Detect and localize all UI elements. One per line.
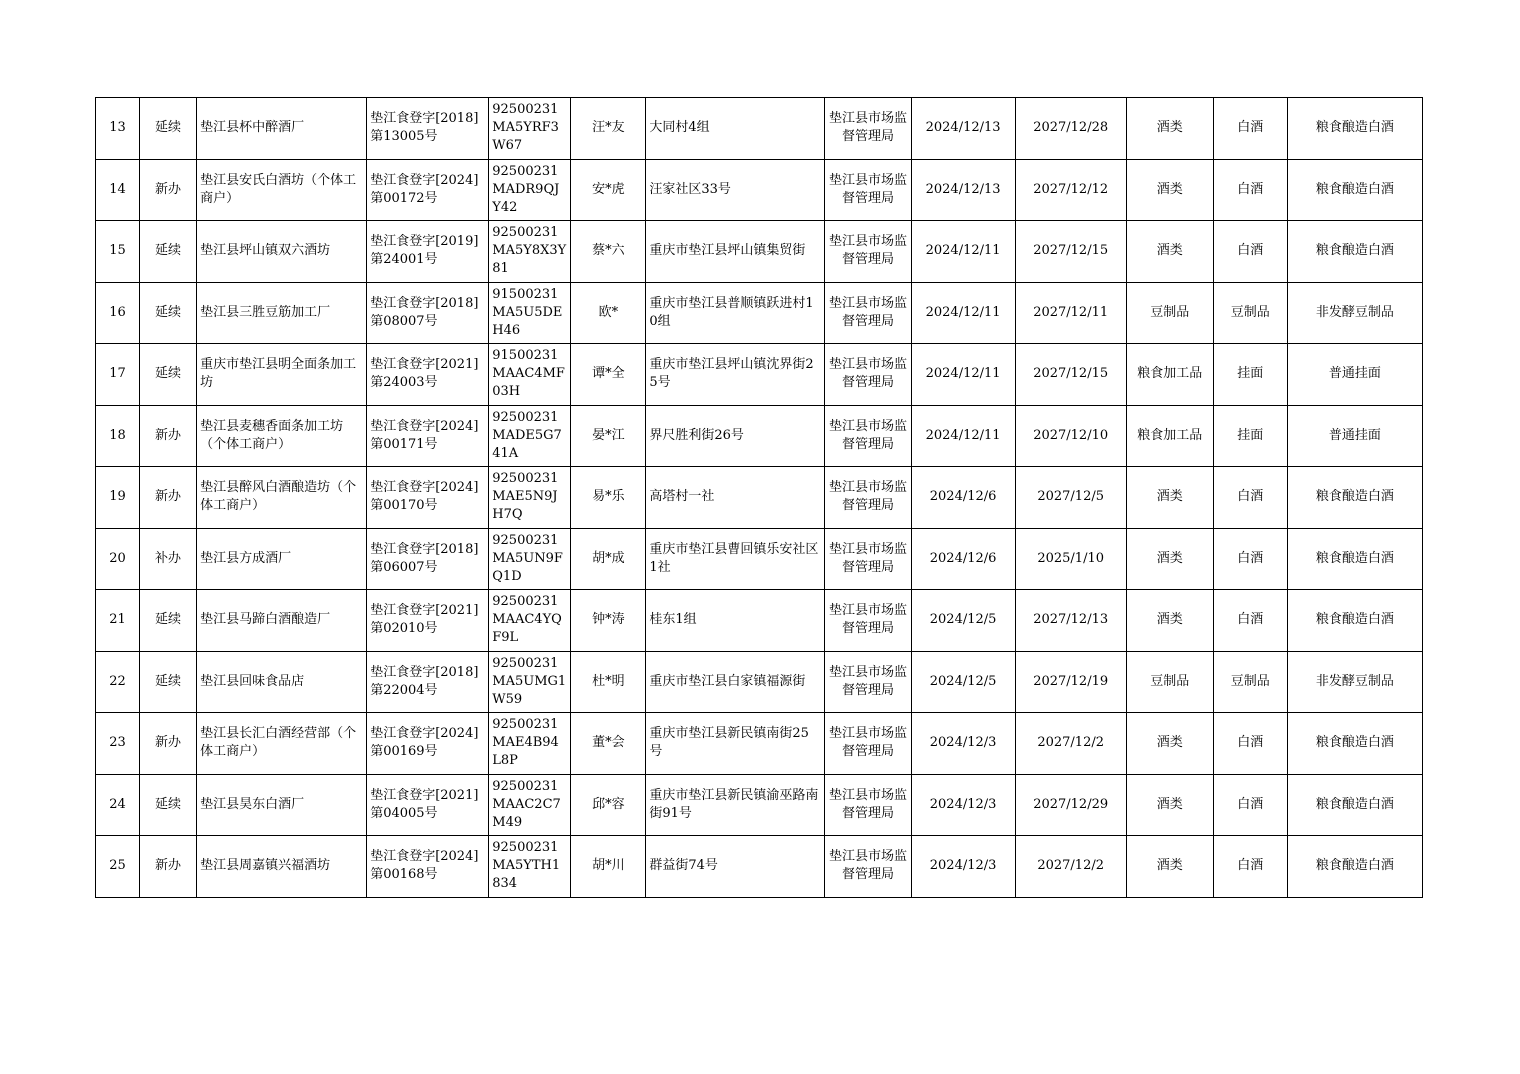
expiry-date-cell: 2027/12/15: [1015, 344, 1126, 406]
expiry-date-cell: 2027/12/2: [1015, 713, 1126, 775]
issuing-authority-cell: 垫江县市场监督管理局: [825, 528, 911, 590]
address-cell: 重庆市垫江县新民镇渝巫路南街91号: [646, 774, 825, 836]
application-type-cell: 延续: [140, 344, 197, 406]
application-type-cell: 延续: [140, 98, 197, 160]
food-subcategory-cell: 豆制品: [1213, 282, 1287, 344]
address-cell: 界尺胜利街26号: [646, 405, 825, 467]
row-number-cell: 14: [96, 159, 140, 221]
table-row: [96, 405, 1423, 467]
responsible-person-cell: 胡*成: [571, 528, 646, 590]
row-number-cell: 15: [96, 221, 140, 283]
food-subcategory-cell: 白酒: [1213, 467, 1287, 529]
credit-code-cell: 92500231MA5YRF3W67: [489, 98, 571, 160]
expiry-date-cell: 2027/12/10: [1015, 405, 1126, 467]
license-number-cell: 垫江食登字[2018]第06007号: [367, 528, 489, 590]
food-subcategory-cell: 白酒: [1213, 98, 1287, 160]
food-subcategory-cell: 白酒: [1213, 713, 1287, 775]
food-subcategory-cell: 白酒: [1213, 774, 1287, 836]
registration-table: [95, 97, 1423, 898]
address-cell: 桂东1组: [646, 590, 825, 652]
table-row: [96, 651, 1423, 713]
license-number-cell: 垫江食登字[2024]第00169号: [367, 713, 489, 775]
business-name-cell: 垫江县杯中醉酒厂: [197, 98, 367, 160]
address-cell: 汪家社区33号: [646, 159, 825, 221]
business-name-cell: 垫江县三胜豆筋加工厂: [197, 282, 367, 344]
business-name-cell: 重庆市垫江县明全面条加工坊: [197, 344, 367, 406]
food-category-cell: 酒类: [1126, 590, 1213, 652]
food-subcategory-cell: 白酒: [1213, 528, 1287, 590]
business-name-cell: 垫江县安氏白酒坊（个体工商户）: [197, 159, 367, 221]
credit-code-cell: 91500231MAAC4MF03H: [489, 344, 571, 406]
food-category-cell: 酒类: [1126, 98, 1213, 160]
issue-date-cell: 2024/12/5: [911, 651, 1015, 713]
table-row: [96, 221, 1423, 283]
food-category-cell: 酒类: [1126, 836, 1213, 898]
business-name-cell: 垫江县坪山镇双六酒坊: [197, 221, 367, 283]
license-number-cell: 垫江食登字[2024]第00168号: [367, 836, 489, 898]
table-row: [96, 528, 1423, 590]
application-type-cell: 新办: [140, 713, 197, 775]
application-type-cell: 延续: [140, 282, 197, 344]
expiry-date-cell: 2027/12/12: [1015, 159, 1126, 221]
food-variety-cell: 粮食酿造白酒: [1287, 528, 1422, 590]
food-variety-cell: 非发酵豆制品: [1287, 651, 1422, 713]
responsible-person-cell: 汪*友: [571, 98, 646, 160]
issue-date-cell: 2024/12/3: [911, 713, 1015, 775]
row-number-cell: 22: [96, 651, 140, 713]
address-cell: 高塔村一社: [646, 467, 825, 529]
expiry-date-cell: 2027/12/2: [1015, 836, 1126, 898]
issue-date-cell: 2024/12/11: [911, 344, 1015, 406]
food-category-cell: 酒类: [1126, 159, 1213, 221]
row-number-cell: 23: [96, 713, 140, 775]
address-cell: 群益街74号: [646, 836, 825, 898]
expiry-date-cell: 2027/12/19: [1015, 651, 1126, 713]
responsible-person-cell: 晏*江: [571, 405, 646, 467]
credit-code-cell: 92500231MA5YTH1834: [489, 836, 571, 898]
food-subcategory-cell: 白酒: [1213, 836, 1287, 898]
issue-date-cell: 2024/12/13: [911, 98, 1015, 160]
food-variety-cell: 粮食酿造白酒: [1287, 159, 1422, 221]
application-type-cell: 延续: [140, 651, 197, 713]
row-number-cell: 13: [96, 98, 140, 160]
food-subcategory-cell: 白酒: [1213, 590, 1287, 652]
food-category-cell: 豆制品: [1126, 282, 1213, 344]
table-row: [96, 159, 1423, 221]
table-row: [96, 282, 1423, 344]
credit-code-cell: 92500231MA5UMG1W59: [489, 651, 571, 713]
issuing-authority-cell: 垫江县市场监督管理局: [825, 405, 911, 467]
issuing-authority-cell: 垫江县市场监督管理局: [825, 98, 911, 160]
credit-code-cell: 92500231MADR9QJY42: [489, 159, 571, 221]
responsible-person-cell: 易*乐: [571, 467, 646, 529]
issue-date-cell: 2024/12/6: [911, 467, 1015, 529]
row-number-cell: 21: [96, 590, 140, 652]
row-number-cell: 16: [96, 282, 140, 344]
food-variety-cell: 非发酵豆制品: [1287, 282, 1422, 344]
table-row: [96, 836, 1423, 898]
business-name-cell: 垫江县麦穗香面条加工坊（个体工商户）: [197, 405, 367, 467]
food-variety-cell: 粮食酿造白酒: [1287, 836, 1422, 898]
business-name-cell: 垫江县回味食品店: [197, 651, 367, 713]
responsible-person-cell: 邱*容: [571, 774, 646, 836]
business-name-cell: 垫江县周嘉镇兴福酒坊: [197, 836, 367, 898]
issue-date-cell: 2024/12/11: [911, 282, 1015, 344]
expiry-date-cell: 2027/12/15: [1015, 221, 1126, 283]
issuing-authority-cell: 垫江县市场监督管理局: [825, 282, 911, 344]
issue-date-cell: 2024/12/11: [911, 405, 1015, 467]
issue-date-cell: 2024/12/13: [911, 159, 1015, 221]
credit-code-cell: 92500231MAAC2C7M49: [489, 774, 571, 836]
expiry-date-cell: 2025/1/10: [1015, 528, 1126, 590]
license-number-cell: 垫江食登字[2018]第08007号: [367, 282, 489, 344]
license-number-cell: 垫江食登字[2018]第13005号: [367, 98, 489, 160]
food-variety-cell: 粮食酿造白酒: [1287, 774, 1422, 836]
expiry-date-cell: 2027/12/29: [1015, 774, 1126, 836]
row-number-cell: 18: [96, 405, 140, 467]
credit-code-cell: 92500231MAAC4YQF9L: [489, 590, 571, 652]
row-number-cell: 20: [96, 528, 140, 590]
responsible-person-cell: 谭*全: [571, 344, 646, 406]
table-row: [96, 467, 1423, 529]
food-variety-cell: 普通挂面: [1287, 405, 1422, 467]
food-category-cell: 粮食加工品: [1126, 344, 1213, 406]
address-cell: 重庆市垫江县普顺镇跃进村10组: [646, 282, 825, 344]
food-subcategory-cell: 白酒: [1213, 221, 1287, 283]
license-number-cell: 垫江食登字[2019]第24001号: [367, 221, 489, 283]
food-category-cell: 酒类: [1126, 713, 1213, 775]
issuing-authority-cell: 垫江县市场监督管理局: [825, 221, 911, 283]
food-subcategory-cell: 白酒: [1213, 159, 1287, 221]
responsible-person-cell: 欧*: [571, 282, 646, 344]
food-variety-cell: 粮食酿造白酒: [1287, 467, 1422, 529]
license-number-cell: 垫江食登字[2024]第00172号: [367, 159, 489, 221]
issuing-authority-cell: 垫江县市场监督管理局: [825, 713, 911, 775]
address-cell: 重庆市垫江县曹回镇乐安社区1社: [646, 528, 825, 590]
expiry-date-cell: 2027/12/13: [1015, 590, 1126, 652]
credit-code-cell: 92500231MA5UN9FQ1D: [489, 528, 571, 590]
license-number-cell: 垫江食登字[2024]第00171号: [367, 405, 489, 467]
issue-date-cell: 2024/12/11: [911, 221, 1015, 283]
credit-code-cell: 92500231MADE5G741A: [489, 405, 571, 467]
application-type-cell: 新办: [140, 405, 197, 467]
address-cell: 大同村4组: [646, 98, 825, 160]
row-number-cell: 17: [96, 344, 140, 406]
food-variety-cell: 粮食酿造白酒: [1287, 98, 1422, 160]
responsible-person-cell: 胡*川: [571, 836, 646, 898]
issuing-authority-cell: 垫江县市场监督管理局: [825, 651, 911, 713]
food-variety-cell: 普通挂面: [1287, 344, 1422, 406]
business-name-cell: 垫江县昊东白酒厂: [197, 774, 367, 836]
food-subcategory-cell: 豆制品: [1213, 651, 1287, 713]
table-row: [96, 98, 1423, 160]
food-subcategory-cell: 挂面: [1213, 405, 1287, 467]
row-number-cell: 25: [96, 836, 140, 898]
application-type-cell: 延续: [140, 774, 197, 836]
issuing-authority-cell: 垫江县市场监督管理局: [825, 467, 911, 529]
credit-code-cell: 92500231MA5Y8X3Y81: [489, 221, 571, 283]
credit-code-cell: 91500231MA5U5DEH46: [489, 282, 571, 344]
table-row: [96, 590, 1423, 652]
license-number-cell: 垫江食登字[2024]第00170号: [367, 467, 489, 529]
issue-date-cell: 2024/12/3: [911, 774, 1015, 836]
row-number-cell: 19: [96, 467, 140, 529]
business-name-cell: 垫江县方成酒厂: [197, 528, 367, 590]
application-type-cell: 延续: [140, 221, 197, 283]
food-category-cell: 酒类: [1126, 221, 1213, 283]
issuing-authority-cell: 垫江县市场监督管理局: [825, 344, 911, 406]
responsible-person-cell: 安*虎: [571, 159, 646, 221]
application-type-cell: 新办: [140, 467, 197, 529]
address-cell: 重庆市垫江县新民镇南街25号: [646, 713, 825, 775]
license-number-cell: 垫江食登字[2018]第22004号: [367, 651, 489, 713]
food-category-cell: 酒类: [1126, 774, 1213, 836]
food-subcategory-cell: 挂面: [1213, 344, 1287, 406]
responsible-person-cell: 蔡*六: [571, 221, 646, 283]
issuing-authority-cell: 垫江县市场监督管理局: [825, 159, 911, 221]
issuing-authority-cell: 垫江县市场监督管理局: [825, 836, 911, 898]
license-number-cell: 垫江食登字[2021]第04005号: [367, 774, 489, 836]
address-cell: 重庆市垫江县坪山镇沈界街25号: [646, 344, 825, 406]
table-row: [96, 344, 1423, 406]
food-variety-cell: 粮食酿造白酒: [1287, 590, 1422, 652]
license-number-cell: 垫江食登字[2021]第02010号: [367, 590, 489, 652]
issue-date-cell: 2024/12/6: [911, 528, 1015, 590]
table-row: [96, 713, 1423, 775]
issue-date-cell: 2024/12/3: [911, 836, 1015, 898]
business-name-cell: 垫江县马蹄白酒酿造厂: [197, 590, 367, 652]
row-number-cell: 24: [96, 774, 140, 836]
credit-code-cell: 92500231MAE4B94L8P: [489, 713, 571, 775]
food-category-cell: 酒类: [1126, 467, 1213, 529]
application-type-cell: 补办: [140, 528, 197, 590]
issue-date-cell: 2024/12/5: [911, 590, 1015, 652]
application-type-cell: 新办: [140, 836, 197, 898]
table-row: [96, 774, 1423, 836]
food-category-cell: 豆制品: [1126, 651, 1213, 713]
expiry-date-cell: 2027/12/11: [1015, 282, 1126, 344]
business-name-cell: 垫江县醉风白酒酿造坊（个体工商户）: [197, 467, 367, 529]
responsible-person-cell: 董*会: [571, 713, 646, 775]
issuing-authority-cell: 垫江县市场监督管理局: [825, 590, 911, 652]
expiry-date-cell: 2027/12/28: [1015, 98, 1126, 160]
food-category-cell: 酒类: [1126, 528, 1213, 590]
address-cell: 重庆市垫江县坪山镇集贸街: [646, 221, 825, 283]
address-cell: 重庆市垫江县白家镇福源街: [646, 651, 825, 713]
credit-code-cell: 92500231MAE5N9JH7Q: [489, 467, 571, 529]
business-name-cell: 垫江县长汇白酒经营部（个体工商户）: [197, 713, 367, 775]
responsible-person-cell: 杜*明: [571, 651, 646, 713]
application-type-cell: 新办: [140, 159, 197, 221]
food-variety-cell: 粮食酿造白酒: [1287, 221, 1422, 283]
food-category-cell: 粮食加工品: [1126, 405, 1213, 467]
expiry-date-cell: 2027/12/5: [1015, 467, 1126, 529]
issuing-authority-cell: 垫江县市场监督管理局: [825, 774, 911, 836]
license-number-cell: 垫江食登字[2021]第24003号: [367, 344, 489, 406]
application-type-cell: 延续: [140, 590, 197, 652]
responsible-person-cell: 钟*涛: [571, 590, 646, 652]
food-variety-cell: 粮食酿造白酒: [1287, 713, 1422, 775]
